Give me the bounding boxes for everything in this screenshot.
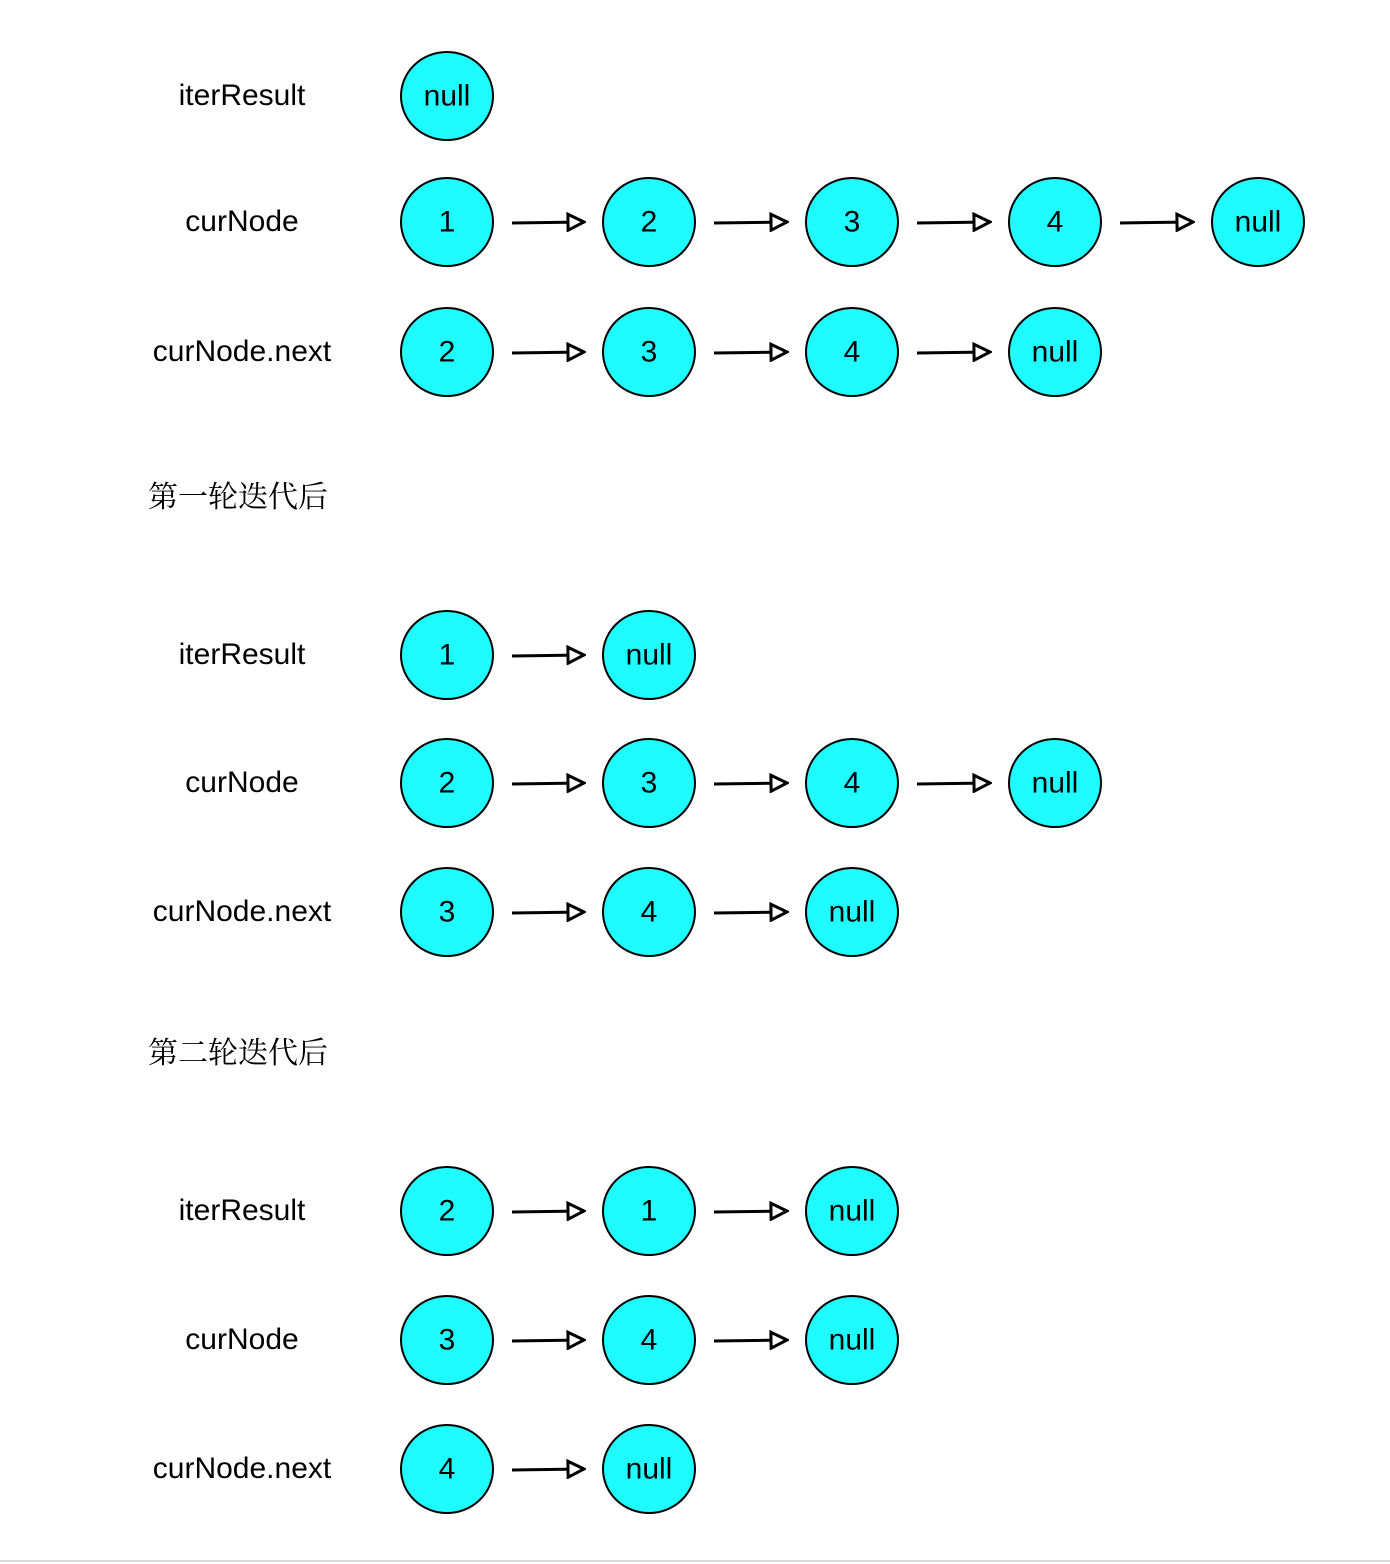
next-pointer-arrow xyxy=(714,222,787,223)
row-label-curnode: curNode xyxy=(185,205,299,238)
node-value: 3 xyxy=(640,766,658,800)
section-label-round-2: 第二轮迭代后 xyxy=(148,1036,328,1071)
list-node xyxy=(401,611,493,699)
next-pointer-arrow xyxy=(512,912,584,913)
list-node xyxy=(401,178,493,266)
null-node xyxy=(1212,178,1304,266)
node-value: null xyxy=(1031,766,1079,800)
node-value: null xyxy=(625,1452,673,1486)
next-pointer-arrow xyxy=(917,222,990,223)
list-node xyxy=(806,308,898,396)
null-node xyxy=(1009,308,1101,396)
next-pointer-arrow xyxy=(714,912,787,913)
next-pointer-arrow xyxy=(512,352,584,353)
row-label-curnode-next: curNode.next xyxy=(152,895,332,928)
next-pointer-arrow xyxy=(714,783,787,784)
list-node xyxy=(603,1167,695,1255)
node-value: null xyxy=(423,79,471,113)
node-value: 4 xyxy=(640,1323,658,1357)
row-label-curnode: curNode xyxy=(185,1323,299,1356)
node-value: 1 xyxy=(438,205,456,239)
list-node xyxy=(806,739,898,827)
row-label-curnode: curNode xyxy=(185,766,299,799)
list-node xyxy=(603,868,695,956)
next-pointer-arrow xyxy=(714,352,787,353)
list-node xyxy=(401,868,493,956)
next-pointer-arrow xyxy=(917,783,990,784)
row-label-iterresult: iterResult xyxy=(178,638,306,671)
row-label-curnode-next: curNode.next xyxy=(152,1452,332,1485)
next-pointer-arrow xyxy=(512,222,584,223)
node-value: 1 xyxy=(640,1194,658,1228)
node-value: 4 xyxy=(843,335,861,369)
list-node xyxy=(401,308,493,396)
node-value: null xyxy=(1031,335,1079,369)
next-pointer-arrow xyxy=(512,1211,584,1212)
next-pointer-arrow xyxy=(512,1469,584,1470)
list-node xyxy=(401,1167,493,1255)
node-value: 1 xyxy=(438,638,456,672)
node-value: null xyxy=(828,895,876,929)
list-node xyxy=(1009,178,1101,266)
list-node xyxy=(603,178,695,266)
node-value: 2 xyxy=(640,205,658,239)
list-node xyxy=(401,1425,493,1513)
node-value: 4 xyxy=(640,895,658,929)
next-pointer-arrow xyxy=(512,783,584,784)
node-value: 2 xyxy=(438,1194,456,1228)
node-value: 3 xyxy=(438,895,456,929)
null-node xyxy=(806,1167,898,1255)
node-value: null xyxy=(828,1194,876,1228)
list-node xyxy=(603,308,695,396)
null-node xyxy=(806,868,898,956)
node-value: 4 xyxy=(843,766,861,800)
null-node xyxy=(603,611,695,699)
node-value: 3 xyxy=(438,1323,456,1357)
node-value: null xyxy=(1234,205,1282,239)
null-node xyxy=(603,1425,695,1513)
list-node xyxy=(401,1296,493,1384)
section-label-round-1: 第一轮迭代后 xyxy=(148,480,328,515)
null-node xyxy=(806,1296,898,1384)
node-value: null xyxy=(625,638,673,672)
node-value: 4 xyxy=(1046,205,1064,239)
node-value: null xyxy=(828,1323,876,1357)
node-value: 3 xyxy=(843,205,861,239)
list-node xyxy=(401,739,493,827)
node-value: 4 xyxy=(438,1452,456,1486)
next-pointer-arrow xyxy=(917,352,990,353)
row-label-iterresult: iterResult xyxy=(178,79,306,112)
row-label-curnode-next: curNode.next xyxy=(152,335,332,368)
node-value: 2 xyxy=(438,766,456,800)
node-value: 3 xyxy=(640,335,658,369)
list-node xyxy=(806,178,898,266)
next-pointer-arrow xyxy=(512,1340,584,1341)
list-node xyxy=(603,739,695,827)
list-node xyxy=(603,1296,695,1384)
next-pointer-arrow xyxy=(714,1340,787,1341)
next-pointer-arrow xyxy=(512,655,584,656)
null-node xyxy=(1009,739,1101,827)
node-value: 2 xyxy=(438,335,456,369)
null-node xyxy=(401,52,493,140)
next-pointer-arrow xyxy=(1120,222,1193,223)
row-label-iterresult: iterResult xyxy=(178,1194,306,1227)
next-pointer-arrow xyxy=(714,1211,787,1212)
bottom-divider xyxy=(0,1560,1390,1562)
